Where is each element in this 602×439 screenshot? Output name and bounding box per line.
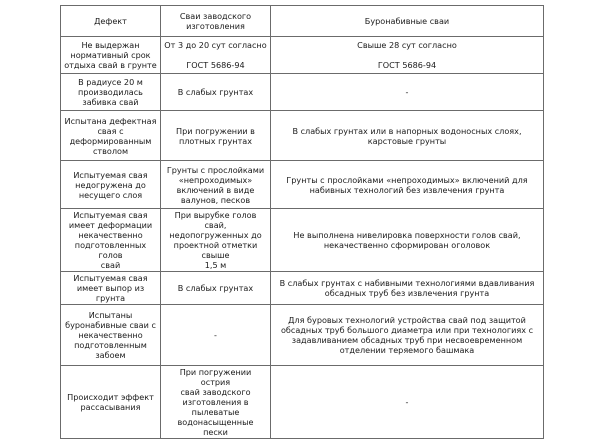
cell-bored: - <box>271 74 544 111</box>
cell-factory: В слабых грунтах <box>161 272 271 305</box>
cell-defect: Испытуемая свая имеет выпор из грунта <box>61 272 161 305</box>
header-bored-piles: Буронабивные сваи <box>271 6 544 37</box>
cell-factory: При погружении в плотных грунтах <box>161 111 271 161</box>
defects-table <box>60 5 544 439</box>
cell-factory: При вырубке голов свай, недопогруженных до проектной отметки свыше 1,5 м <box>161 209 271 272</box>
cell-factory: От 3 до 20 сут согласно ГОСТ 5686-94 <box>161 37 271 74</box>
cell-bored: Свыше 28 сут согласно ГОСТ 5686-94 <box>271 37 544 74</box>
table-row <box>61 74 544 111</box>
cell-bored: - <box>271 366 544 439</box>
header-defect: Дефект <box>61 6 161 37</box>
table-header-row <box>61 6 544 37</box>
cell-bored: Грунты с прослойками «непроходимых» включений для набивных технологий без извлечения грунта <box>271 161 544 209</box>
cell-bored: Для буровых технологий устройства свай под защитой обсадных труб большого диаметра или при технологиях с задавливанием обсадных труб при несвоевременном отделении теряемого башмака <box>271 305 544 366</box>
table-row <box>61 272 544 305</box>
table-row <box>61 111 544 161</box>
cell-defect: Испытана дефектная свая с деформированным стволом <box>61 111 161 161</box>
table-row <box>61 209 544 272</box>
cell-factory: Грунты с прослойками «непроходимых» включений в виде валунов, песков <box>161 161 271 209</box>
cell-defect: Испытуемая свая недогружена до несущего слоя <box>61 161 161 209</box>
table-row <box>61 305 544 366</box>
cell-factory: - <box>161 305 271 366</box>
table-row <box>61 161 544 209</box>
cell-defect: Не выдержан нормативный срок отдыха свай в грунте <box>61 37 161 74</box>
cell-defect: Испытаны буронабивные сваи с некачественно подготовленным забоем <box>61 305 161 366</box>
cell-bored: Не выполнена нивелировка поверхности голов свай, некачественно сформирован оголовок <box>271 209 544 272</box>
header-factory-piles: Сваи заводского изготовления <box>161 6 271 37</box>
cell-defect: Испытуемая свая имеет деформации некачественно подготовленных голов свай <box>61 209 161 272</box>
cell-factory: В слабых грунтах <box>161 74 271 111</box>
cell-defect: Происходит эффект рассасывания <box>61 366 161 439</box>
table-row <box>61 37 544 74</box>
cell-factory: При погружении острия свай заводского изготовления в пылеватые водонасыщенные пески <box>161 366 271 439</box>
cell-defect: В радиусе 20 м производилась забивка свай <box>61 74 161 111</box>
cell-bored: В слабых грунтах или в напорных водоносных слоях, карстовые грунты <box>271 111 544 161</box>
cell-bored: В слабых грунтах с набивными технологиями вдавливания обсадных труб без извлечения грунта <box>271 272 544 305</box>
table-row <box>61 366 544 439</box>
